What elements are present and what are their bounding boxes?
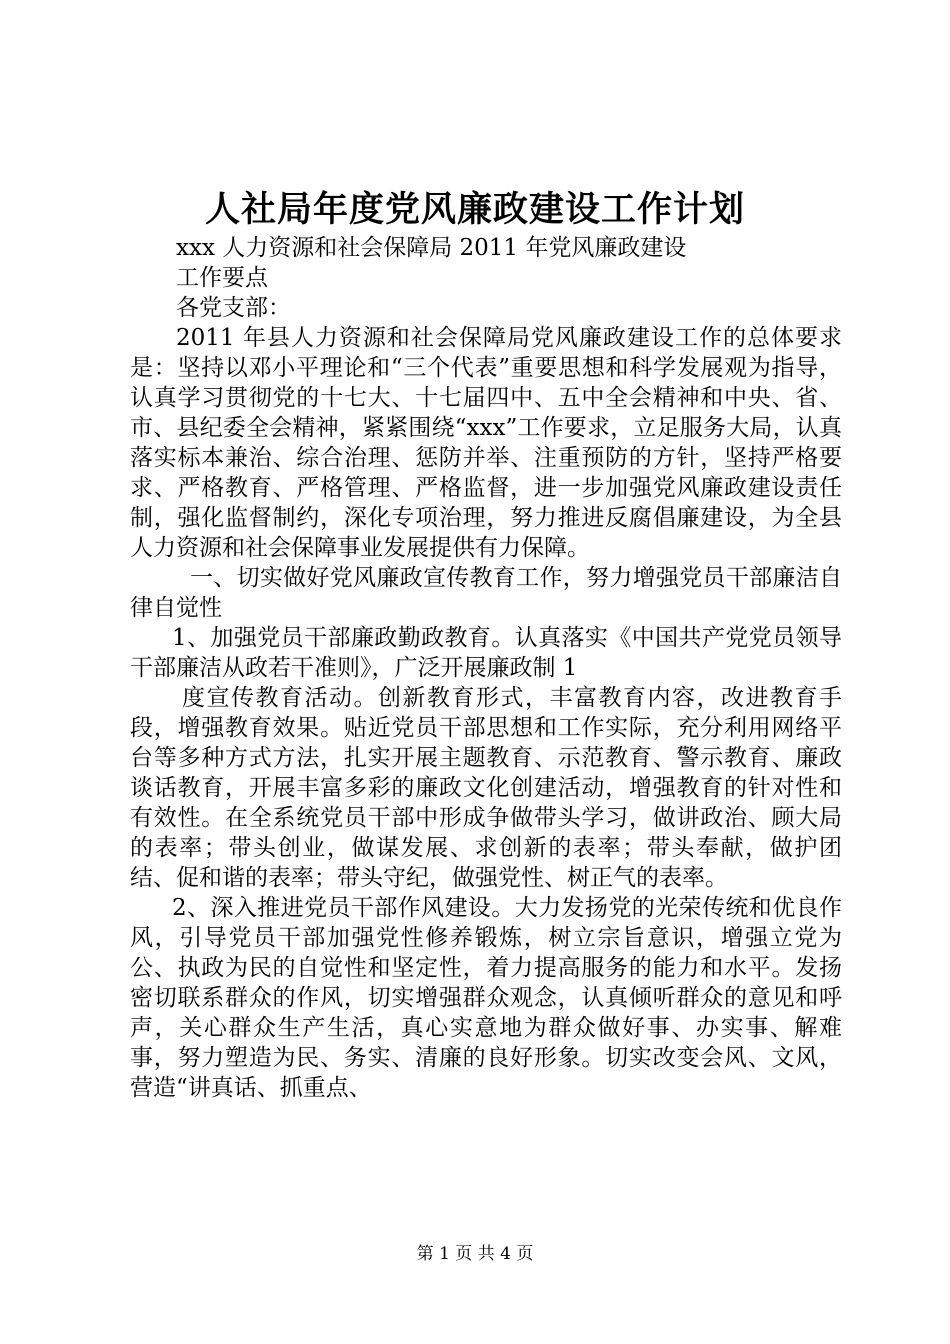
page-footer: 第 1 页 共 4 页: [416, 1244, 534, 1264]
subtitle-line-2: 工作要点: [176, 265, 268, 291]
document-title: 人社局年度党风廉政建设工作计划: [204, 189, 745, 230]
subtitle-line-1: xxx 人力资源和社会保障局 2011 年党风廉政建设: [176, 235, 687, 261]
salutation: 各党支部：: [176, 295, 291, 321]
section-heading-1: 一、切实做好党风廉政宣传教育工作，努力增强党员干部廉洁自律自觉性: [130, 565, 842, 621]
paragraph-item-2: 2、深入推进党员干部作风建设。大力发扬党的光荣传统和优良作风，引导党员干部加强党性修养锻炼，树立宗旨意识，增强立党为公、执政为民的自觉性和坚定性，着力提高服务的能力和水平。发扬密切联系群众的作风，切实增强群众观念，认真倾听群众的意见和呼声，关心群众生产生活，真心实意地为群众做好事、办实事、解难事，努力塑造为民、务实、清廉的良好形象。切实改变会风、文风，营造“讲真话、抓重点、: [130, 895, 842, 1101]
document-body: [130, 233, 842, 1103]
paragraph-item-1-continued: 度宣传教育活动。创新教育形式，丰富教育内容，改进教育手段，增强教育效果。贴近党员干部思想和工作实际，充分利用网络平台等多种方式方法，扎实开展主题教育、示范教育、警示教育、廉政谈话教育，开展丰富多彩的廉政文化创建活动，增强教育的针对性和有效性。在全系统党员干部中形成争做带头学习，做讲政治、顾大局的表率；带头创业，做谋发展、求创新的表率；带头奉献，做护团结、促和谐的表率；带头守纪，做强党性、树正气的表率。: [130, 685, 842, 891]
paragraph-intro: 2011 年县人力资源和社会保障局党风廉政建设工作的总体要求是：坚持以邓小平理论和“三个代表”重要思想和科学发展观为指导，认真学习贯彻党的十七大、十七届四中、五中全会精神和中央、省、市、县纪委全会精神，紧紧围绕“xxx”工作要求，立足服务大局，认真落实标本兼治、综合治理、惩防并举、注重预防的方针，坚持严格要求、严格教育、严格管理、严格监督，进一步加强党风廉政建设责任制，强化监督制约，深化专项治理，努力推进反腐倡廉建设，为全县人力资源和社会保障事业发展提供有力保障。: [130, 325, 842, 561]
paragraph-item-1: 1、加强党员干部廉政勤政教育。认真落实《中国共产党党员领导干部廉洁从政若干准则》，广泛开展廉政制 1: [130, 625, 842, 681]
